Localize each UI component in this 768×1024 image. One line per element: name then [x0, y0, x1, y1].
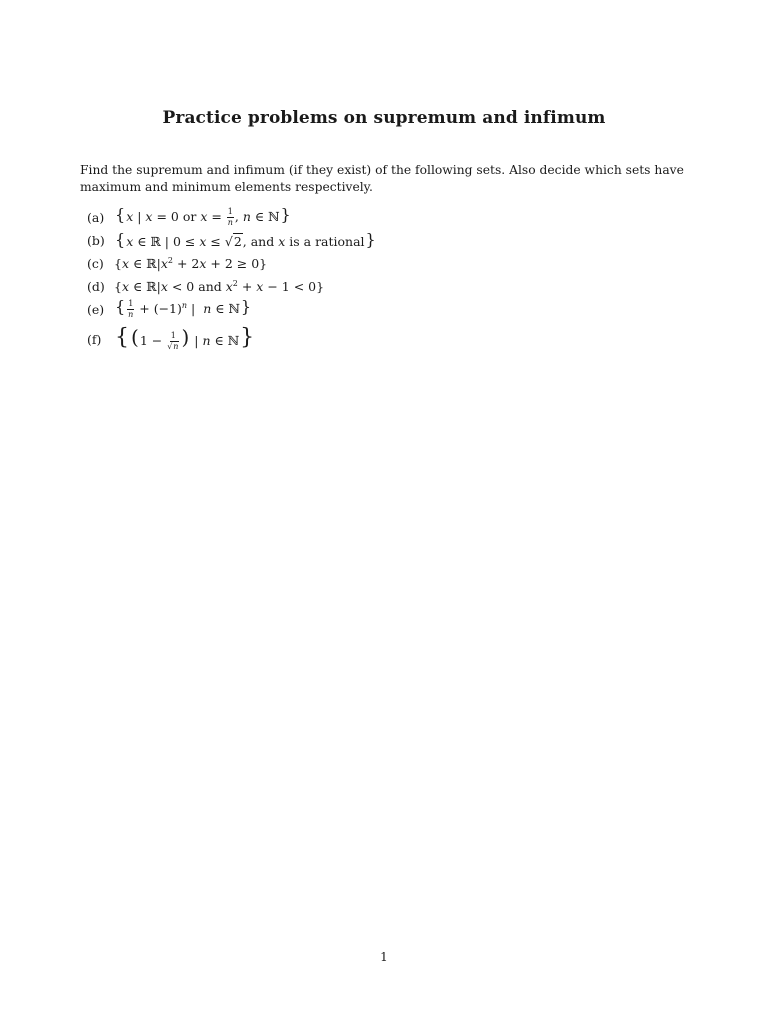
problem-item-f	[87, 321, 727, 357]
problem-set-a: {x | x = 0 or x = $\frac{1}{n}$ , n ∈ ℕ}	[115, 205, 291, 227]
problem-set-b: {x ∈ ℝ | 0 ≤ x ≤ √2, and x is a rational}	[115, 229, 376, 249]
page-number: 1	[380, 950, 388, 964]
problem-label-e: (e)	[87, 302, 105, 317]
problem-item-e	[87, 298, 727, 321]
problem-item-c	[87, 252, 727, 275]
problem-set-e: { $\frac{1}{n}$ + $(-1)^n$ | n ∈ ℕ}	[115, 297, 252, 319]
instructions-paragraph: Find the supremum and infimum (if they exist) of the following sets. Also decide which sets have maximum and minimum elements respectively.	[80, 163, 684, 194]
problem-label-d: (d)	[87, 279, 105, 294]
problem-set-c: {x ∈ $ℝ|x^2 + 2x + 2 \ge 0$}	[114, 255, 268, 272]
problem-label-a: (a)	[87, 210, 105, 225]
problem-label-b: (b)	[87, 233, 105, 248]
problem-label-f: (f)	[87, 331, 102, 347]
problem-list	[87, 206, 727, 357]
problem-label-c: (c)	[87, 256, 104, 271]
problem-item-d	[87, 275, 727, 298]
document-title: Practice problems on supremum and infimum	[162, 108, 606, 128]
problem-set-f: { (1 − $\frac{1}{√n}$ ) | n ∈ ℕ}	[115, 324, 255, 351]
problem-item-a	[87, 206, 727, 229]
problem-set-d: {x ∈ ℝ|x < 0 and $x^2 + x - 1 < 0$}	[114, 278, 325, 295]
problem-item-b	[87, 229, 727, 252]
